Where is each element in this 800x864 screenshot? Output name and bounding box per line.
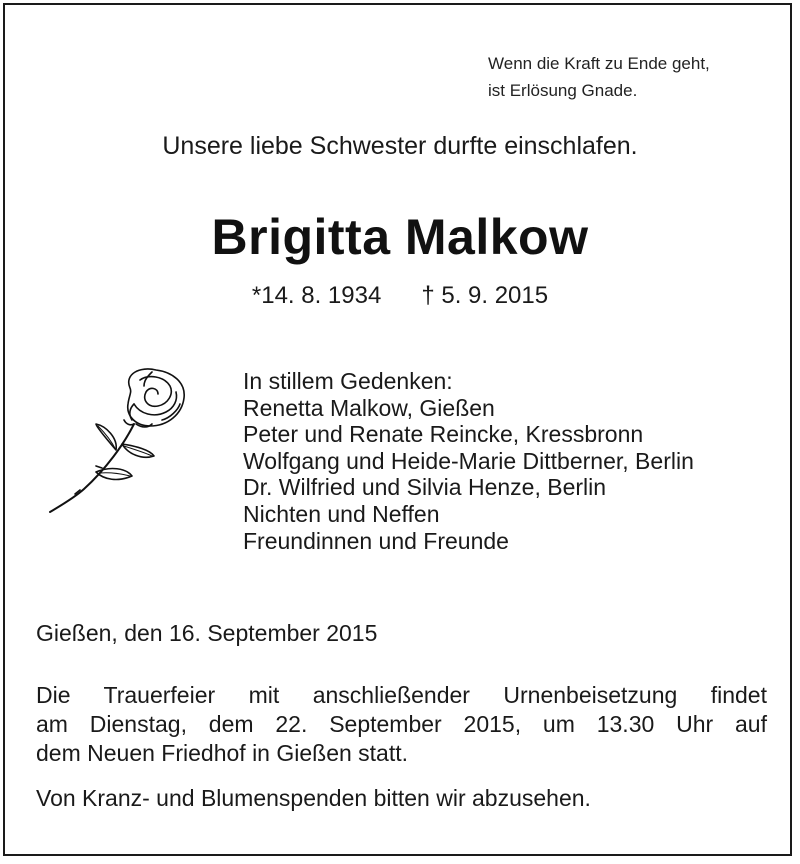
epigraph <box>488 50 710 104</box>
epigraph-line-1: Wenn die Kraft zu Ende geht, <box>488 54 710 73</box>
mourner-line: Wolfgang und Heide-Marie Dittberner, Berlin <box>243 447 694 474</box>
mourners-list <box>243 368 694 554</box>
mourner-line: Nichten und Neffen <box>243 500 440 527</box>
birth-date: *14. 8. 1934 <box>251 282 382 309</box>
service-line-3: dem Neuen Friedhof in Gießen statt. <box>36 740 409 766</box>
mourner-line: Renetta Malkow, Gießen <box>243 394 495 421</box>
mourner-line: Freundinnen und Freunde <box>243 527 509 554</box>
death-date: † 5. 9. 2015 <box>421 282 549 309</box>
intro-text: Unsere liebe Schwester durfte einschlafen. <box>162 132 638 160</box>
rose-icon <box>44 364 194 514</box>
service-announcement <box>36 681 767 768</box>
epigraph-line-2: ist Erlösung Gnade. <box>488 81 638 100</box>
mourners-heading: In stillem Gedenken: <box>243 368 453 394</box>
service-line-2: am Dienstag, dem 22. September 2015, um 13.30 Uhr auf <box>36 711 767 737</box>
mourner-line: Peter und Renate Reincke, Kressbronn <box>243 421 644 448</box>
life-dates <box>0 282 800 310</box>
place-date: Gießen, den 16. September 2015 <box>36 620 378 646</box>
service-line-1: Die Trauerfeier mit anschließender Urnenbeisetzung findet <box>36 682 767 708</box>
flowers-note: Von Kranz- und Blumenspenden bitten wir abzusehen. <box>36 785 591 811</box>
mourner-line: Dr. Wilfried und Silvia Henze, Berlin <box>243 474 607 501</box>
deceased-name: Brigitta Malkow <box>211 209 589 265</box>
